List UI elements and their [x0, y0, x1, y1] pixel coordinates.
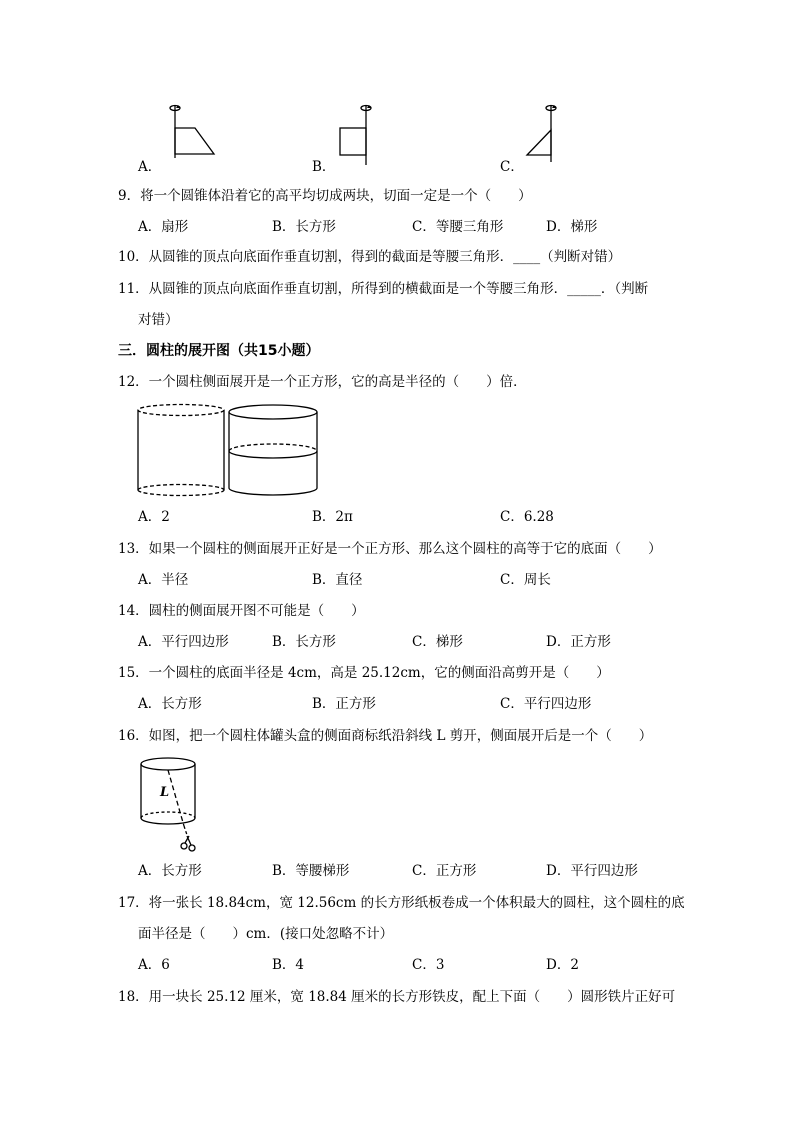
q17-option-d[interactable]: D．2: [546, 957, 579, 973]
q8-figure-b: [336, 100, 386, 170]
q12-option-c[interactable]: C．6.28: [500, 509, 554, 525]
q14-option-a[interactable]: A．平行四边形: [138, 634, 229, 650]
q17-stem: 17．将一张长 18.84cm，宽 12.56cm 的长方形纸板卷成一个体积最大的圆柱，这个圆柱的底: [118, 895, 685, 911]
q14-option-b[interactable]: B．长方形: [272, 634, 336, 650]
q14-stem: 14．圆柱的侧面展开图不可能是（ ）: [118, 603, 365, 619]
q11-stem-continued: 对错）: [138, 312, 179, 328]
q15-option-c[interactable]: C．平行四边形: [500, 696, 592, 712]
q8-option-a[interactable]: A．: [138, 159, 162, 175]
q15-option-a[interactable]: A．长方形: [138, 696, 202, 712]
q16-option-d[interactable]: D．平行四边形: [546, 863, 638, 879]
q8-option-c[interactable]: C．: [500, 159, 524, 175]
q16-stem: 16．如图，把一个圆柱体罐头盒的侧面商标纸沿斜线 L 剪开，侧面展开后是一个（ ）: [118, 728, 653, 744]
q16-can-figure: [140, 756, 220, 856]
q9-option-d[interactable]: D．梯形: [546, 219, 598, 235]
q14-option-c[interactable]: C．梯形: [412, 634, 463, 650]
q12-option-b[interactable]: B．2π: [312, 509, 353, 525]
q17-stem-continued: 面半径是（ ）cm．(接口处忽略不计）: [138, 926, 394, 942]
q16-option-c[interactable]: C．正方形: [412, 863, 477, 879]
q18-stem: 18．用一块长 25.12 厘米，宽 18.84 厘米的长方形铁皮，配上下面（ ）圆形铁片正好可: [118, 989, 676, 1005]
q12-cylinders-figure: [138, 402, 328, 502]
q11-stem: 11．从圆锥的顶点向底面作垂直切割，所得到的横截面是一个等腰三角形．_____．（判断: [118, 281, 649, 297]
q14-option-d[interactable]: D．正方形: [546, 634, 611, 650]
q13-option-b[interactable]: B．直径: [312, 572, 363, 588]
q9-option-c[interactable]: C．等腰三角形: [412, 219, 504, 235]
q16-option-b[interactable]: B．等腰梯形: [272, 863, 350, 879]
q15-stem: 15．一个圆柱的底面半径是 4cm，高是 25.12cm，它的侧面沿高剪开是（ ）: [118, 665, 610, 681]
q9-option-a[interactable]: A．扇形: [138, 219, 189, 235]
q13-option-c[interactable]: C．周长: [500, 572, 551, 588]
q8-figure-a: [165, 100, 225, 170]
q13-stem: 13．如果一个圆柱的侧面展开正好是一个正方形、那么这个圆柱的高等于它的底面（ ）: [118, 541, 662, 557]
section-title: 三．圆柱的展开图（共15小题）: [118, 343, 320, 359]
q15-option-b[interactable]: B．正方形: [312, 696, 376, 712]
q9-option-b[interactable]: B．长方形: [272, 219, 336, 235]
scissors-icon: [181, 836, 195, 851]
q10-stem: 10．从圆锥的顶点向底面作垂直切割，得到的截面是等腰三角形．____（判断对错）: [118, 249, 622, 265]
q13-option-a[interactable]: A．半径: [138, 572, 189, 588]
q17-option-c[interactable]: C．3: [412, 957, 445, 973]
q16-option-a[interactable]: A．长方形: [138, 863, 202, 879]
q8-figure-c: [523, 100, 573, 170]
q17-option-b[interactable]: B．4: [272, 957, 305, 973]
q9-stem: 9．将一个圆锥体沿着它的高平均切成两块，切面一定是一个（ ）: [118, 188, 532, 204]
q8-option-b[interactable]: B．: [312, 159, 336, 175]
q17-option-a[interactable]: A．6: [138, 957, 170, 973]
q12-option-a[interactable]: A．2: [138, 509, 170, 525]
q16-figure-label: L: [160, 785, 170, 800]
q12-stem: 12．一个圆柱侧面展开是一个正方形，它的高是半径的（ ）倍．: [118, 374, 527, 390]
